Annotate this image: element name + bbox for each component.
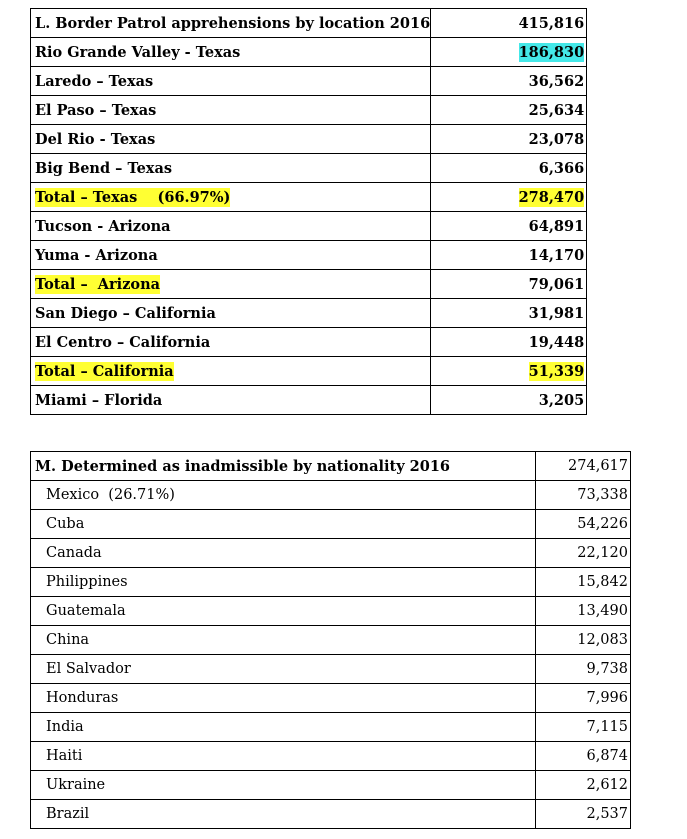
- row-label: India: [46, 719, 84, 735]
- table-row: [31, 299, 587, 328]
- row-value: 2,612: [586, 777, 628, 793]
- row-value-cell: [536, 655, 631, 684]
- table-row: [31, 713, 631, 742]
- row-label: Total – California: [35, 362, 174, 380]
- row-label: Ukraine: [46, 777, 106, 793]
- row-label-cell: [31, 510, 536, 539]
- table-title: [31, 452, 536, 481]
- row-label-cell: [31, 212, 431, 241]
- row-value: 6,874: [586, 748, 628, 764]
- table-row: [31, 67, 587, 96]
- row-value-cell: [431, 183, 587, 212]
- row-label: Tucson - Arizona: [35, 217, 171, 235]
- row-label-cell: [31, 270, 431, 299]
- row-label: San Diego – California: [35, 304, 216, 322]
- row-label-cell: [31, 800, 536, 829]
- row-value: 2,537: [586, 806, 628, 822]
- table-row: [31, 270, 587, 299]
- row-label: Mexico (26.71%): [46, 487, 175, 503]
- table-header-row: [31, 9, 587, 38]
- row-label: Philippines: [46, 574, 128, 590]
- row-value-cell: [536, 510, 631, 539]
- row-value-cell: [536, 771, 631, 800]
- table-row: [31, 212, 587, 241]
- row-label-cell: [31, 67, 431, 96]
- row-value: 25,634: [528, 101, 585, 119]
- row-label: Guatemala: [46, 603, 126, 619]
- table-row: [31, 183, 587, 212]
- row-value: 22,120: [577, 545, 628, 561]
- row-value-cell: [431, 96, 587, 125]
- table-title-text: M. Determined as inadmissible by nationality 2016: [35, 457, 451, 475]
- row-label-cell: [31, 386, 431, 415]
- row-value-cell: [536, 684, 631, 713]
- row-label: Laredo – Texas: [35, 72, 154, 90]
- table-row: [31, 539, 631, 568]
- row-value-cell: [536, 800, 631, 829]
- row-value: 19,448: [528, 333, 585, 351]
- row-label-cell: [31, 328, 431, 357]
- row-label: Cuba: [46, 516, 85, 532]
- table-row: [31, 800, 631, 829]
- table-row: [31, 510, 631, 539]
- row-value-cell: [431, 125, 587, 154]
- row-value: 79,061: [528, 275, 585, 293]
- row-value: 7,115: [586, 719, 628, 735]
- row-label-cell: [31, 568, 536, 597]
- row-label-cell: [31, 742, 536, 771]
- row-value-cell: [536, 597, 631, 626]
- row-label: Haiti: [46, 748, 83, 764]
- row-label-cell: [31, 241, 431, 270]
- table-total: [431, 9, 587, 38]
- inadmissible-by-nationality-table: [30, 451, 631, 829]
- row-label-cell: [31, 38, 431, 67]
- row-label-cell: [31, 655, 536, 684]
- table-row: [31, 328, 587, 357]
- row-label-cell: [31, 357, 431, 386]
- table-row: [31, 154, 587, 183]
- row-label-cell: [31, 539, 536, 568]
- row-value: 23,078: [528, 130, 585, 148]
- row-value: 36,562: [528, 72, 585, 90]
- row-label: El Salvador: [46, 661, 131, 677]
- row-value-cell: [431, 357, 587, 386]
- row-label: Rio Grande Valley - Texas: [35, 43, 241, 61]
- table-row: [31, 684, 631, 713]
- table-row: [31, 568, 631, 597]
- table-row: [31, 481, 631, 510]
- table-total-text: 415,816: [518, 14, 585, 32]
- row-value: 31,981: [528, 304, 585, 322]
- row-label-cell: [31, 154, 431, 183]
- row-label: Honduras: [46, 690, 119, 706]
- row-value: 9,738: [586, 661, 628, 677]
- row-value: 13,490: [577, 603, 628, 619]
- row-label-cell: [31, 771, 536, 800]
- row-value: 186,830: [518, 43, 585, 61]
- row-value: 7,996: [586, 690, 628, 706]
- table-row: [31, 626, 631, 655]
- row-value-cell: [431, 299, 587, 328]
- row-value-cell: [536, 713, 631, 742]
- row-label: El Paso – Texas: [35, 101, 157, 119]
- row-value: 3,205: [538, 391, 585, 409]
- border-patrol-apprehensions-table: [30, 8, 587, 415]
- row-label: Brazil: [46, 806, 90, 822]
- row-value-cell: [536, 568, 631, 597]
- table-row: [31, 742, 631, 771]
- table-total: [536, 452, 631, 481]
- row-label-cell: [31, 96, 431, 125]
- row-label: Total – Texas (66.97%): [35, 188, 231, 206]
- row-value: 6,366: [538, 159, 585, 177]
- table-row: [31, 597, 631, 626]
- row-value-cell: [431, 386, 587, 415]
- row-label-cell: [31, 183, 431, 212]
- table-title: [31, 9, 431, 38]
- table-header-row: [31, 452, 631, 481]
- table-row: [31, 96, 587, 125]
- row-value-cell: [536, 481, 631, 510]
- row-label: Del Rio - Texas: [35, 130, 156, 148]
- row-value: 12,083: [577, 632, 628, 648]
- row-value-cell: [431, 154, 587, 183]
- table-row: [31, 357, 587, 386]
- table-row: [31, 125, 587, 154]
- table-title-text: L. Border Patrol apprehensions by location 2016: [35, 14, 431, 32]
- row-label: Canada: [46, 545, 102, 561]
- table-row: [31, 386, 587, 415]
- row-label: Total – Arizona: [35, 275, 161, 293]
- row-label: Yuma - Arizona: [35, 246, 158, 264]
- row-value: 54,226: [577, 516, 628, 532]
- row-label-cell: [31, 481, 536, 510]
- table-row: [31, 771, 631, 800]
- table-row: [31, 38, 587, 67]
- row-value-cell: [431, 38, 587, 67]
- row-label-cell: [31, 597, 536, 626]
- row-value-cell: [536, 539, 631, 568]
- row-label-cell: [31, 713, 536, 742]
- row-value-cell: [431, 270, 587, 299]
- row-label-cell: [31, 299, 431, 328]
- row-value: 73,338: [577, 487, 628, 503]
- row-label-cell: [31, 125, 431, 154]
- row-value-cell: [431, 241, 587, 270]
- row-value-cell: [431, 212, 587, 241]
- row-label-cell: [31, 684, 536, 713]
- row-value: 14,170: [528, 246, 585, 264]
- row-value: 15,842: [577, 574, 628, 590]
- row-label: Big Bend – Texas: [35, 159, 173, 177]
- row-value-cell: [431, 328, 587, 357]
- row-value: 51,339: [528, 362, 585, 380]
- row-value: 64,891: [528, 217, 585, 235]
- row-label-cell: [31, 626, 536, 655]
- row-value-cell: [536, 626, 631, 655]
- row-label: China: [46, 632, 90, 648]
- table-row: [31, 241, 587, 270]
- table-total-text: 274,617: [568, 458, 628, 474]
- row-value-cell: [431, 67, 587, 96]
- table-row: [31, 655, 631, 684]
- row-value: 278,470: [518, 188, 585, 206]
- row-value-cell: [536, 742, 631, 771]
- row-label: El Centro – California: [35, 333, 211, 351]
- row-label: Miami – Florida: [35, 391, 163, 409]
